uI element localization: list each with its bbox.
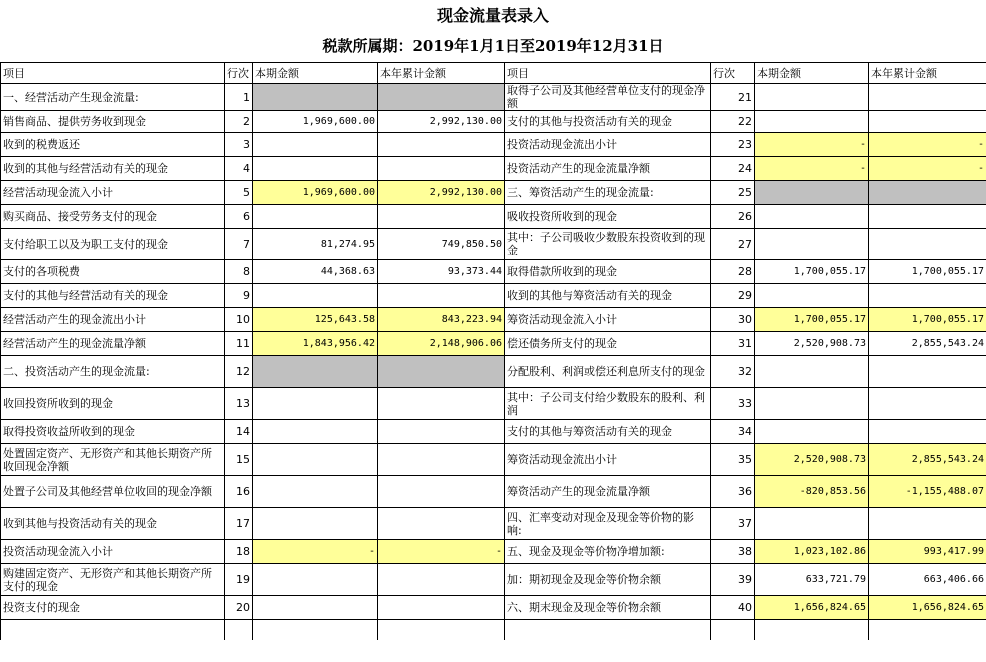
header-current-left: 本期金额 <box>253 63 378 84</box>
line-number-left: 10 <box>225 308 253 332</box>
table-row <box>1 260 986 284</box>
ytd-amount-cell-left: 2,148,906.06 <box>378 332 505 356</box>
header-line-left: 行次 <box>225 63 253 84</box>
current-amount-cell-right[interactable] <box>755 420 869 444</box>
item-name-right: 投资活动现金流出小计 <box>505 133 711 157</box>
empty-cell <box>1 620 225 640</box>
ytd-amount-cell-left[interactable]: 749,850.50 <box>378 229 505 260</box>
ytd-amount-cell-left[interactable] <box>378 444 505 476</box>
line-number-left: 14 <box>225 420 253 444</box>
current-amount-cell-left: - <box>253 540 378 564</box>
line-number-left: 16 <box>225 476 253 508</box>
current-amount-cell-right: 1,700,055.17 <box>755 308 869 332</box>
table-row <box>1 111 986 133</box>
line-number-left: 2 <box>225 111 253 133</box>
table-row <box>1 444 986 476</box>
line-number-left: 15 <box>225 444 253 476</box>
ytd-amount-cell-left[interactable] <box>378 133 505 157</box>
ytd-amount-cell-right[interactable] <box>869 420 986 444</box>
line-number-right: 35 <box>711 444 755 476</box>
item-name-left: 经营活动产生的现金流出小计 <box>1 308 225 332</box>
ytd-amount-cell-right[interactable] <box>869 84 986 111</box>
item-name-right: 吸收投资所收到的现金 <box>505 205 711 229</box>
item-name-right: 筹资活动现金流入小计 <box>505 308 711 332</box>
table-row <box>1 308 986 332</box>
item-name-left: 购买商品、接受劳务支付的现金 <box>1 205 225 229</box>
current-amount-cell-left[interactable] <box>253 157 378 181</box>
line-number-right: 31 <box>711 332 755 356</box>
item-name-left: 购建固定资产、无形资产和其他长期资产所支付的现金 <box>1 564 225 596</box>
ytd-amount-cell-right[interactable]: 1,700,055.17 <box>869 260 986 284</box>
ytd-amount-cell-left[interactable]: 2,992,130.00 <box>378 111 505 133</box>
line-number-left: 3 <box>225 133 253 157</box>
line-number-right: 24 <box>711 157 755 181</box>
item-name-right: 收到的其他与筹资活动有关的现金 <box>505 284 711 308</box>
item-name-right: 加：期初现金及现金等价物余额 <box>505 564 711 596</box>
item-name-right: 其中：子公司吸收少数股东投资收到的现金 <box>505 229 711 260</box>
current-amount-cell-left <box>253 356 378 388</box>
item-name-right: 筹资活动现金流出小计 <box>505 444 711 476</box>
table-row <box>1 508 986 540</box>
item-name-right: 三、筹资活动产生的现金流量: <box>505 181 711 205</box>
line-number-right: 26 <box>711 205 755 229</box>
current-amount-cell-right[interactable] <box>755 356 869 388</box>
ytd-amount-cell-left <box>378 84 505 111</box>
item-name-left: 销售商品、提供劳务收到现金 <box>1 111 225 133</box>
line-number-right: 33 <box>711 388 755 420</box>
header-row <box>1 63 986 84</box>
line-number-left: 12 <box>225 356 253 388</box>
line-number-left: 1 <box>225 84 253 111</box>
table-row-empty <box>1 620 986 640</box>
table-row <box>1 84 986 111</box>
item-name-right: 取得借款所收到的现金 <box>505 260 711 284</box>
line-number-left: 19 <box>225 564 253 596</box>
ytd-amount-cell-right: - <box>869 133 986 157</box>
line-number-right: 40 <box>711 596 755 620</box>
table-row <box>1 596 986 620</box>
ytd-amount-cell-right <box>869 181 986 205</box>
line-number-left: 17 <box>225 508 253 540</box>
current-amount-cell-left[interactable]: 1,969,600.00 <box>253 111 378 133</box>
item-name-right: 偿还债务所支付的现金 <box>505 332 711 356</box>
ytd-amount-cell-right: 993,417.99 <box>869 540 986 564</box>
item-name-left: 支付的其他与经营活动有关的现金 <box>1 284 225 308</box>
item-name-right: 筹资活动产生的现金流量净额 <box>505 476 711 508</box>
ytd-amount-cell-left[interactable] <box>378 205 505 229</box>
line-number-right: 39 <box>711 564 755 596</box>
ytd-amount-cell-right[interactable] <box>869 205 986 229</box>
current-amount-cell-left[interactable]: 44,368.63 <box>253 260 378 284</box>
line-number-right: 32 <box>711 356 755 388</box>
ytd-amount-cell-left[interactable] <box>378 508 505 540</box>
current-amount-cell-right[interactable] <box>755 229 869 260</box>
item-name-right: 投资活动产生的现金流量净额 <box>505 157 711 181</box>
item-name-left: 取得投资收益所收到的现金 <box>1 420 225 444</box>
line-number-right: 38 <box>711 540 755 564</box>
item-name-left: 一、经营活动产生现金流量: <box>1 84 225 111</box>
line-number-right: 23 <box>711 133 755 157</box>
line-number-left: 5 <box>225 181 253 205</box>
empty-cell <box>225 620 253 640</box>
current-amount-cell-right[interactable]: 2,520,908.73 <box>755 332 869 356</box>
item-name-left: 收到其他与投资活动有关的现金 <box>1 508 225 540</box>
ytd-amount-cell-left: - <box>378 540 505 564</box>
header-ytd-left: 本年累计金额 <box>378 63 505 84</box>
table-row <box>1 356 986 388</box>
empty-cell <box>378 620 505 640</box>
table-row <box>1 181 986 205</box>
item-name-right: 六、期末现金及现金等价物余额 <box>505 596 711 620</box>
ytd-amount-cell-right: 2,855,543.24 <box>869 444 986 476</box>
header-current-right: 本期金额 <box>755 63 869 84</box>
ytd-amount-cell-left[interactable]: 93,373.44 <box>378 260 505 284</box>
item-name-left: 支付给职工以及为职工支付的现金 <box>1 229 225 260</box>
ytd-amount-cell-right: 1,656,824.65 <box>869 596 986 620</box>
table-row <box>1 564 986 596</box>
current-amount-cell-right: - <box>755 157 869 181</box>
line-number-right: 36 <box>711 476 755 508</box>
line-number-left: 6 <box>225 205 253 229</box>
line-number-left: 18 <box>225 540 253 564</box>
current-amount-cell-right[interactable] <box>755 84 869 111</box>
table-row <box>1 229 986 260</box>
item-name-left: 处置固定资产、无形资产和其他长期资产所收回现金净额 <box>1 444 225 476</box>
current-amount-cell-left: 1,969,600.00 <box>253 181 378 205</box>
line-number-right: 27 <box>711 229 755 260</box>
empty-cell <box>253 620 378 640</box>
line-number-left: 7 <box>225 229 253 260</box>
item-name-left: 收回投资所收到的现金 <box>1 388 225 420</box>
ytd-amount-cell-right[interactable] <box>869 388 986 420</box>
ytd-amount-cell-right: 1,700,055.17 <box>869 308 986 332</box>
current-amount-cell-left[interactable] <box>253 284 378 308</box>
cash-flow-table <box>0 62 986 640</box>
item-name-left: 投资支付的现金 <box>1 596 225 620</box>
item-name-left: 收到的税费返还 <box>1 133 225 157</box>
current-amount-cell-right[interactable]: 633,721.79 <box>755 564 869 596</box>
line-number-right: 29 <box>711 284 755 308</box>
ytd-amount-cell-right: -1,155,488.07 <box>869 476 986 508</box>
empty-cell <box>755 620 869 640</box>
current-amount-cell-right <box>755 181 869 205</box>
ytd-amount-cell-left: 843,223.94 <box>378 308 505 332</box>
ytd-amount-cell-left[interactable] <box>378 388 505 420</box>
ytd-amount-cell-right[interactable] <box>869 356 986 388</box>
current-amount-cell-right[interactable] <box>755 508 869 540</box>
ytd-amount-cell-right[interactable] <box>869 508 986 540</box>
ytd-amount-cell-right: - <box>869 157 986 181</box>
table-row <box>1 205 986 229</box>
empty-cell <box>869 620 986 640</box>
ytd-amount-cell-right[interactable] <box>869 111 986 133</box>
table-row <box>1 332 986 356</box>
current-amount-cell-right: - <box>755 133 869 157</box>
line-number-right: 25 <box>711 181 755 205</box>
table-row <box>1 284 986 308</box>
table-row <box>1 420 986 444</box>
current-amount-cell-left[interactable] <box>253 476 378 508</box>
current-amount-cell-left: 125,643.58 <box>253 308 378 332</box>
line-number-right: 22 <box>711 111 755 133</box>
ytd-amount-cell-left[interactable] <box>378 157 505 181</box>
header-ytd-right: 本年累计金额 <box>869 63 986 84</box>
item-name-right: 其中：子公司支付给少数股东的股利、利润 <box>505 388 711 420</box>
item-name-right: 取得子公司及其他经营单位支付的现金净额 <box>505 84 711 111</box>
header-line-right: 行次 <box>711 63 755 84</box>
current-amount-cell-right[interactable] <box>755 205 869 229</box>
item-name-left: 投资活动现金流入小计 <box>1 540 225 564</box>
ytd-amount-cell-right[interactable] <box>869 229 986 260</box>
item-name-right: 四、汇率变动对现金及现金等价物的影响: <box>505 508 711 540</box>
table-row <box>1 157 986 181</box>
ytd-amount-cell-left[interactable] <box>378 420 505 444</box>
ytd-amount-cell-left[interactable] <box>378 284 505 308</box>
current-amount-cell-right[interactable] <box>755 284 869 308</box>
tax-period: 税款所属期：2019年1月1日至2019年12月31日 <box>322 37 664 55</box>
line-number-left: 4 <box>225 157 253 181</box>
current-amount-cell-right: -820,853.56 <box>755 476 869 508</box>
item-name-left: 收到的其他与经营活动有关的现金 <box>1 157 225 181</box>
line-number-left: 13 <box>225 388 253 420</box>
current-amount-cell-left[interactable] <box>253 508 378 540</box>
table-row <box>1 388 986 420</box>
table-row <box>1 476 986 508</box>
current-amount-cell-left[interactable] <box>253 205 378 229</box>
line-number-right: 28 <box>711 260 755 284</box>
table-row <box>1 540 986 564</box>
empty-cell <box>505 620 711 640</box>
ytd-amount-cell-right[interactable] <box>869 284 986 308</box>
item-name-right: 支付的其他与投资活动有关的现金 <box>505 111 711 133</box>
item-name-left: 经营活动产生的现金流量净额 <box>1 332 225 356</box>
item-name-left: 经营活动现金流入小计 <box>1 181 225 205</box>
line-number-right: 21 <box>711 84 755 111</box>
current-amount-cell-right[interactable] <box>755 111 869 133</box>
ytd-amount-cell-left[interactable] <box>378 596 505 620</box>
current-amount-cell-left[interactable] <box>253 388 378 420</box>
empty-cell <box>711 620 755 640</box>
ytd-amount-cell-right[interactable]: 2,855,543.24 <box>869 332 986 356</box>
line-number-right: 34 <box>711 420 755 444</box>
line-number-right: 37 <box>711 508 755 540</box>
item-name-right: 分配股利、利润或偿还利息所支付的现金 <box>505 356 711 388</box>
current-amount-cell-left[interactable] <box>253 133 378 157</box>
current-amount-cell-left[interactable] <box>253 564 378 596</box>
current-amount-cell-left <box>253 84 378 111</box>
current-amount-cell-right: 1,656,824.65 <box>755 596 869 620</box>
header-item-left: 项目 <box>1 63 225 84</box>
item-name-right: 支付的其他与筹资活动有关的现金 <box>505 420 711 444</box>
current-amount-cell-left[interactable] <box>253 420 378 444</box>
current-amount-cell-right: 2,520,908.73 <box>755 444 869 476</box>
item-name-left: 处置子公司及其他经营单位收回的现金净额 <box>1 476 225 508</box>
table-row <box>1 133 986 157</box>
ytd-amount-cell-left <box>378 356 505 388</box>
line-number-left: 9 <box>225 284 253 308</box>
item-name-left: 二、投资活动产生的现金流量: <box>1 356 225 388</box>
line-number-left: 8 <box>225 260 253 284</box>
current-amount-cell-right: 1,023,102.86 <box>755 540 869 564</box>
current-amount-cell-right[interactable] <box>755 388 869 420</box>
ytd-amount-cell-left[interactable] <box>378 476 505 508</box>
ytd-amount-cell-right[interactable]: 663,406.66 <box>869 564 986 596</box>
item-name-left: 支付的各项税费 <box>1 260 225 284</box>
line-number-left: 20 <box>225 596 253 620</box>
line-number-right: 30 <box>711 308 755 332</box>
item-name-right: 五、现金及现金等价物净增加额: <box>505 540 711 564</box>
current-amount-cell-left[interactable]: 81,274.95 <box>253 229 378 260</box>
current-amount-cell-right[interactable]: 1,700,055.17 <box>755 260 869 284</box>
line-number-left: 11 <box>225 332 253 356</box>
header-item-right: 项目 <box>505 63 711 84</box>
page-title: 现金流量表录入 <box>436 6 549 25</box>
current-amount-cell-left: 1,843,956.42 <box>253 332 378 356</box>
ytd-amount-cell-left: 2,992,130.00 <box>378 181 505 205</box>
ytd-amount-cell-left[interactable] <box>378 564 505 596</box>
current-amount-cell-left[interactable] <box>253 596 378 620</box>
current-amount-cell-left[interactable] <box>253 444 378 476</box>
